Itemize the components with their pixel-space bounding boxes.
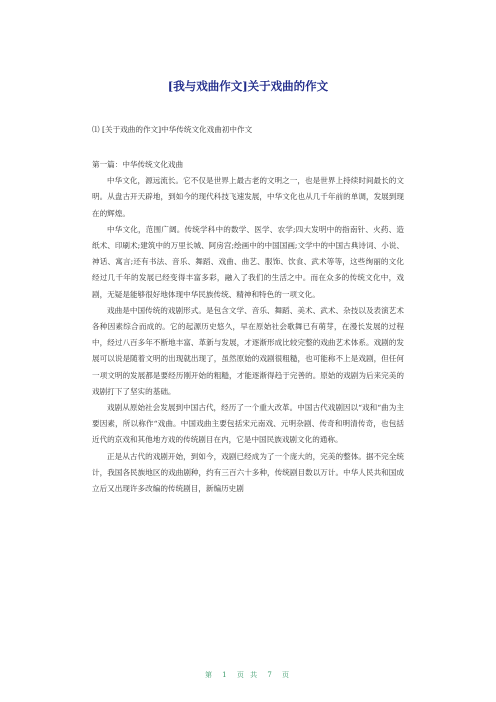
paragraph: 中华文化，源远流长。它不仅是世界上最古老的文明之一，也是世界上持续时间最长的文明。从盘古开天辟地，到如今的现代科技飞速发展，中华文化也从几千年前的单调，发展到现在的辉煌。: [92, 176, 404, 218]
section-heading: 第一篇：中华传统文化戏曲: [92, 160, 184, 169]
footer-middle: 页 共: [236, 671, 260, 679]
footer-total-pages: 7: [267, 671, 274, 679]
page-footer: [0, 670, 496, 680]
footer-current-page: 1: [222, 671, 229, 679]
toc-item: ⑴ [关于戏曲的作文]中华传统文化戏曲初中作文: [92, 125, 253, 134]
paragraph: 戏曲是中国传统的戏剧形式。是包含文学、音乐、舞蹈、美术、武术、杂技以及表演艺术各种因素综合而成的。它的起源历史悠久，早在原始社会歌舞已有萌芽，在漫长发展的过程中，经过八百多年不断地丰富、革新与发展，才逐渐形成比较完整的戏曲艺术体系。戏剧的发展可以说是随着文明的出现就出现了，虽然原始的戏剧很粗糙，也可能称不上是戏剧，但任何一项文明的发展都是要经历刚开始的粗糙，才能逐渐得趋于完善的。原始的戏剧为后来完美的戏剧打下了坚实的基础。: [92, 305, 404, 396]
footer-prefix: 第: [204, 671, 214, 679]
paragraph: 戏剧从原始社会发展到中国古代，经历了一个重大改革。中国古代戏剧因以“戏和“曲为主要因素，所以称作“戏曲。中国戏曲主要包括宋元南戏、元明杂剧、传奇和明清传奇，也包括近代的京戏和其他地方戏的传统剧目在内，它是中国民族戏剧文化的通称。: [92, 403, 404, 445]
footer-suffix: 页: [282, 671, 292, 679]
document-body: [92, 157, 404, 497]
paragraph: 正是从古代的戏剧开始，到如今，戏剧已经成为了一个庞大的，完美的整体。据不完全统计，我国各民族地区的戏曲剧种，约有三百六十多种，传统剧目数以万计。中华人民共和国成立后又出现许多改编的传统剧目，新编历史剧: [92, 451, 404, 494]
paragraph: 中华文化，范围广阔。传统学科中的数学、医学、农学;四大发明中的指南针、火药、造纸术、印刷术;建筑中的万里长城、阿房宫;绘画中的中国国画;文学中的中国古典诗词、小说、神话、寓言;还有书法、音乐、舞蹈、戏曲、曲艺、服饰、饮食、武术等等，这些绚丽的文化经过几千年的发展已经变得丰富多彩，融入了我们的生活之中。而在众多的传统文化中，戏剧，无疑是能够很好地体现中华民族传统、精神和特色的一项文化。: [92, 224, 404, 299]
document-title: [我与戏曲作文]关于戏曲的作文: [167, 79, 329, 93]
